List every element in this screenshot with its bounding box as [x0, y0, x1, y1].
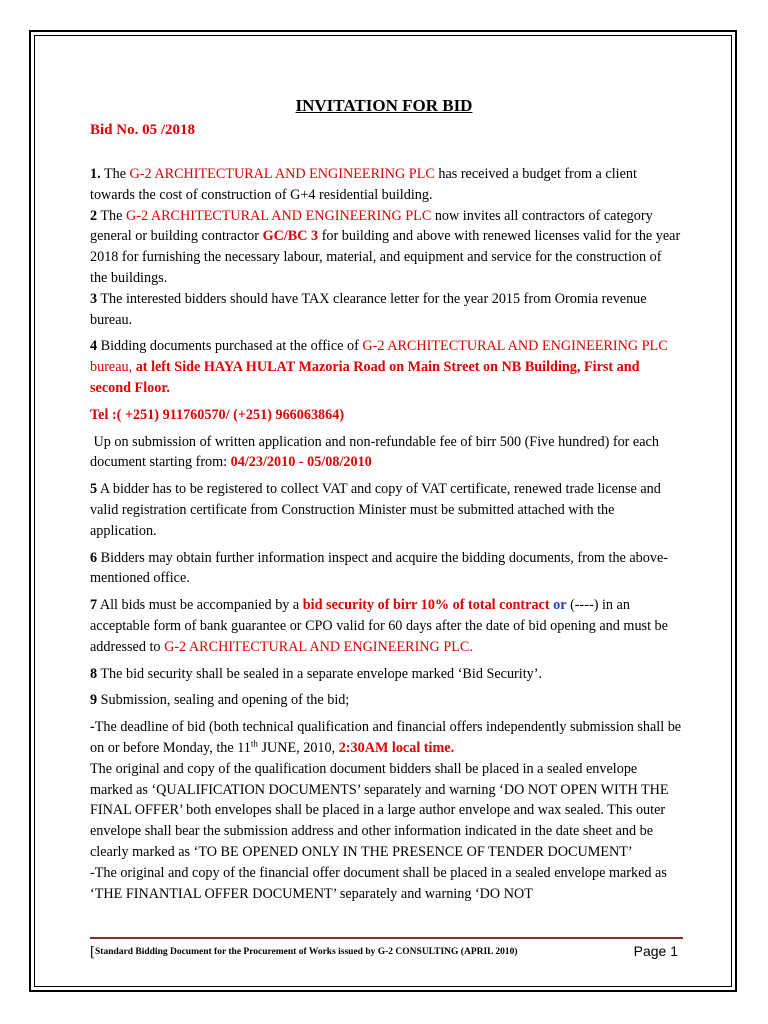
fee-paragraph: Up on submission of written application and non-refundable fee of birr 500 (Five hundred) for each document starting from: 04/23/2010 - 05/08/2010 — [90, 433, 659, 471]
bid-number: Bid No. 05 /2018 — [90, 122, 196, 138]
contractor-category: GC/BC 3 — [262, 228, 319, 245]
paragraph-5: 5 A bidder has to be registered to collect VAT and copy of VAT certificate, renewed trade license and valid registration certificate from Construction Minister must be submitted attached with the application. — [90, 481, 661, 539]
paragraph-9: 9 Submission, sealing and opening of the bid; — [90, 692, 350, 709]
paragraph-2: 2 The G-2 ARCHITECTURAL AND ENGINEERING PLC now invites all contractors of category general or building contractor GC/BC 3 for building and above with renewed licenses valid for the year 2018 for furnishing the necessary labour, material, and equipment and service for the construction of the buildings. — [90, 207, 681, 286]
footer-rule — [90, 937, 683, 939]
financial-paragraph: -The original and copy of the financial offer document shall be placed in a sealed envelope marked as ‘THE FINANTIAL OFFER DOCUMENT’ separately and warning ‘DO NOT — [90, 864, 667, 902]
paragraph-6: 6 Bidders may obtain further information inspect and acquire the bidding documents, from the above- mentioned office. — [90, 549, 668, 587]
company-name: G-2 ARCHITECTURAL AND ENGINEERING PLC — [362, 338, 668, 355]
page-number: Page 1 — [633, 943, 678, 959]
office-address: at left Side HAYA HULAT Mazoria Road on Main Street on NB Building, First and second Floor. — [90, 359, 640, 396]
bid-security: bid security of birr 10% of total contract — [302, 597, 550, 614]
telephone: Tel :( +251) 911760570/ (+251) 966063864) — [90, 406, 345, 423]
paragraph-4: 4 Bidding documents purchased at the office of G-2 ARCHITECTURAL AND ENGINEERING PLC bureau, at left Side HAYA HULAT Mazoria Road on Main Street on NB Building, First and second Floor. — [90, 338, 668, 396]
paragraph-1: 1. The G-2 ARCHITECTURAL AND ENGINEERING PLC has received a budget from a client towards the cost of construction of G+4 residential building. — [90, 166, 637, 203]
company-name: G-2 ARCHITECTURAL AND ENGINEERING PLC — [129, 166, 435, 182]
deadline-time: 2:30AM local time. — [338, 739, 455, 756]
company-name: G-2 ARCHITECTURAL AND ENGINEERING PLC. — [164, 638, 473, 655]
sale-dates: 04/23/2010 - 05/08/2010 — [230, 454, 372, 471]
company-name: G-2 ARCHITECTURAL AND ENGINEERING PLC — [126, 207, 432, 224]
paragraph-3: 3 The interested bidders should have TAX clearance letter for the year 2015 from Oromia revenue bureau. — [90, 290, 647, 328]
deadline-paragraph: -The deadline of bid (both technical qualification and financial offers independently submission shall be on or before Monday, the 11th JUNE, 2010, 2:30AM local time. — [90, 719, 682, 756]
qualification-paragraph: The original and copy of the qualification document bidders shall be placed in a sealed envelope marked as ‘QUALIFICATION DOCUMENTS’ separately and warning ‘DO NOT OPEN WITH THE FINAL OFFER’ both envelopes shall be placed in a large author envelope and wax sealed. This outer envelope shall bear the submission address and other information indicated in the date sheet and be clearly marked as ‘TO BE OPENED ONLY IN THE PRESENCE OF TENDER DOCUMENT’ — [90, 760, 669, 860]
paragraph-8: 8 The bid security shall be sealed in a separate envelope marked ‘Bid Security’. — [90, 665, 543, 682]
document-body — [90, 164, 682, 904]
document-title: INVITATION FOR BID — [295, 96, 473, 115]
paragraph-7: 7 All bids must be accompanied by a bid security of birr 10% of total contract or (----) in an acceptable form of bank guarantee or CPO valid for 60 days after the date of bid opening and must be addressed to G-2 ARCHITECTURAL AND ENGINEERING PLC. — [90, 597, 668, 655]
footer-text: [Standard Bidding Document for the Procurement of Works issued by G-2 CONSULTING (APRIL 2010) — [90, 944, 518, 960]
